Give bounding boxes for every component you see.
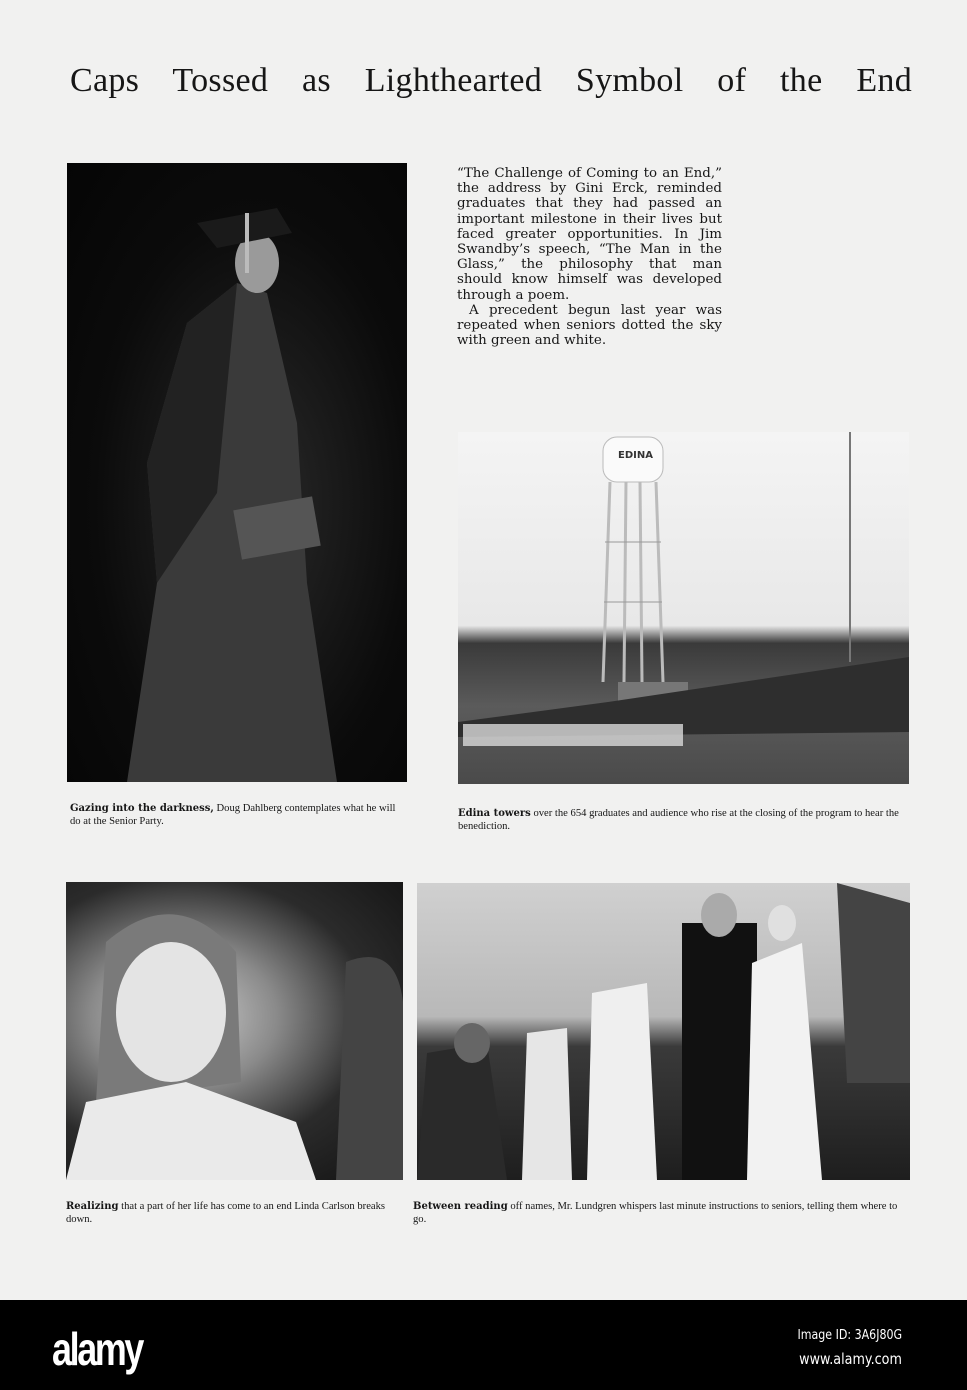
image-id: Image ID: 3A6J80G [797,1328,902,1343]
article-body [457,166,722,348]
graduate-figure [67,163,407,782]
photo-stage-ceremony [417,883,910,1180]
caption-text: off names, Mr. Lundgren whispers last minute instructions to seniors, telling them where to go. [413,1201,898,1225]
caption-lead: Gazing into the darkness, [70,803,214,814]
body-paragraph: “The Challenge of Coming to an End,” the address by Gini Erck, reminded graduates that they had passed an important milestone in their lives but faced greater opportunities. In Jim Swandby’s speech, “The Man in the Glass,” the philosophy that man should know himself was developed through a poem. [457,166,722,303]
caption-stage-ceremony [413,1201,910,1226]
water-tower-sign: EDINA [618,450,653,461]
page-title: Caps Tossed as Lighthearted Symbol of the End [70,62,912,99]
photo-linda-carlson [66,882,403,1180]
photo-graduate-in-darkness [67,163,407,782]
body-paragraph: A precedent begun last year was repeated when seniors dotted the sky with green and white. [457,302,722,349]
watermark-footer [0,1300,967,1390]
caption-lead: Edina towers [458,808,531,819]
caption-text: that a part of her life has come to an end Linda Carlson breaks down. [66,1201,386,1225]
caption-lead: Realizing [66,1201,119,1212]
caption-text: Doug Dahlberg contemplates what he will do at the Senior Party. [70,803,396,827]
photo-edina-water-tower [458,432,909,784]
caption-graduate [70,803,406,828]
crying-girl [66,882,403,1180]
site-url[interactable]: www.alamy.com [799,1350,902,1368]
water-tower-scene [458,432,909,784]
caption-text: over the 654 graduates and audience who rise at the closing of the program to hear the benediction. [458,808,899,832]
stage-scene [417,883,910,1180]
caption-linda-carlson [66,1201,411,1226]
caption-water-tower [458,808,910,833]
alamy-logo: alamy [52,1323,143,1375]
caption-lead: Between reading [413,1201,508,1212]
